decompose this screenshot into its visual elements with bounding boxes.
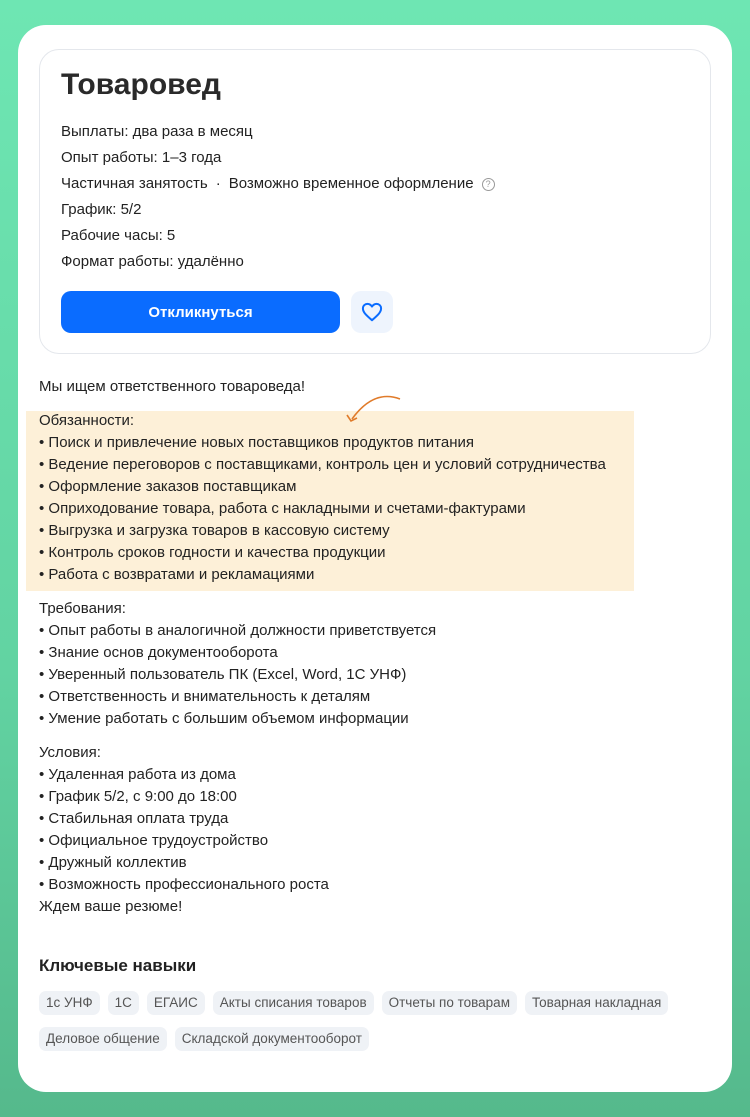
list-item: • Ответственность и внимательность к деталям: [39, 688, 371, 705]
skill-tag: 1С: [108, 991, 139, 1015]
list-item: • Контроль сроков годности и качества продукции: [39, 544, 386, 561]
list-item: • Поиск и привлечение новых поставщиков продуктов питания: [39, 434, 475, 451]
list-item: • Возможность профессионального роста: [39, 876, 329, 893]
list-item: • Оприходование товара, работа с накладными и счетами-фактурами: [39, 500, 526, 517]
heart-icon: [361, 302, 383, 322]
favorite-button[interactable]: [351, 291, 393, 333]
fact-format: Формат работы: удалённо: [61, 253, 244, 270]
list-item: • Опыт работы в аналогичной должности приветствуется: [39, 622, 437, 639]
apply-button[interactable]: Откликнуться: [61, 291, 340, 333]
fact-payouts: Выплаты: два раза в месяц: [61, 123, 253, 140]
page-title: Товаровед: [61, 68, 221, 101]
skills-tags: [39, 991, 699, 1051]
skill-tag: 1с УНФ: [39, 991, 100, 1015]
list-item: • Оформление заказов поставщикам: [39, 478, 297, 495]
vacancy-card: [18, 25, 732, 1092]
skill-tag: Деловое общение: [39, 1027, 167, 1051]
employment-type: Частичная занятость: [61, 175, 208, 192]
conditions-title: Условия:: [39, 744, 101, 761]
fact-employment: [61, 171, 495, 197]
employment-extra: Возможно временное оформление: [228, 175, 474, 192]
vacancy-facts: [61, 119, 495, 275]
list-item: • Официальное трудоустройство: [39, 832, 269, 849]
fact-schedule: График: 5/2: [61, 201, 142, 218]
skills-title: Ключевые навыки: [39, 956, 197, 975]
skill-tag: Отчеты по товарам: [382, 991, 517, 1015]
list-item: • Выгрузка и загрузка товаров в кассовую систему: [39, 522, 390, 539]
list-item: • Уверенный пользователь ПК (Excel, Word, 1С УНФ): [39, 666, 407, 683]
separator: ·: [215, 175, 221, 192]
vacancy-summary: [39, 49, 711, 354]
closing: Ждем ваше резюме!: [39, 898, 183, 915]
skill-tag: ЕГАИС: [147, 991, 205, 1015]
list-item: • Ведение переговоров с поставщиками, контроль цен и условий сотрудничества: [39, 456, 606, 473]
requirements-section: [39, 598, 689, 730]
duties-section: [39, 410, 689, 586]
requirements-title: Требования:: [39, 600, 126, 617]
skill-tag: Товарная накладная: [525, 991, 668, 1015]
vacancy-description: [39, 376, 689, 918]
skill-tag: Складской документооборот: [175, 1027, 369, 1051]
duties-title: Обязанности:: [39, 412, 135, 429]
skill-tag: Акты списания товаров: [213, 991, 374, 1015]
list-item: • График 5/2, с 9:00 до 18:00: [39, 788, 237, 805]
list-item: • Дружный коллектив: [39, 854, 187, 871]
fact-experience: Опыт работы: 1–3 года: [61, 149, 222, 166]
list-item: • Стабильная оплата труда: [39, 810, 229, 827]
list-item: • Знание основ документооборота: [39, 644, 278, 661]
help-icon[interactable]: ?: [482, 178, 495, 191]
list-item: • Умение работать с большим объемом информации: [39, 710, 409, 727]
list-item: • Работа с возвратами и рекламациями: [39, 566, 315, 583]
intro: Мы ищем ответственного товароведа!: [39, 378, 306, 395]
list-item: • Удаленная работа из дома: [39, 766, 236, 783]
fact-hours: Рабочие часы: 5: [61, 227, 176, 244]
conditions-section: [39, 742, 689, 918]
